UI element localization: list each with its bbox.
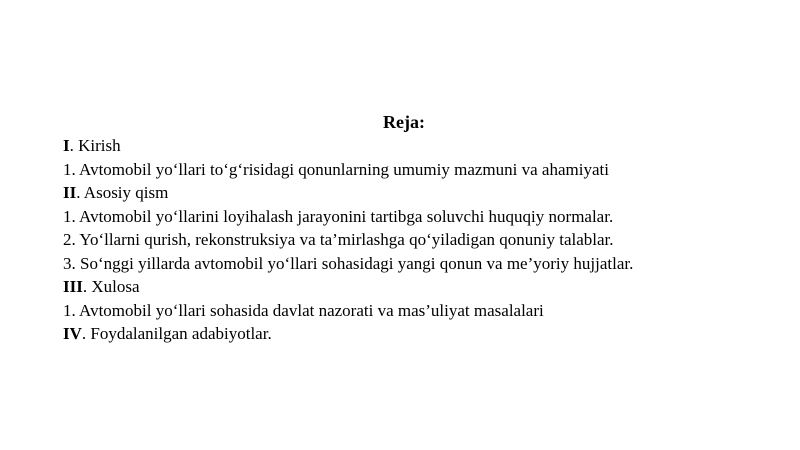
list-item: [63, 299, 783, 323]
section-label: . Xulosa: [82, 277, 140, 296]
section-numeral: I: [63, 136, 70, 155]
list-item-text: 3. So‘nggi yillarda avtomobil yo‘llari sohasidagi yangi qonun va me’yoriy hujjatlar.: [63, 253, 634, 273]
list-item-text: 2. Yo‘llarni qurish, rekonstruksiya va ta’mirlashga qo‘yiladigan qonuniy talablar.: [63, 230, 614, 249]
list-item-text: 1. Avtomobil yo‘llarini loyihalash jarayonini tartibga soluvchi huquqiy normalar.: [63, 206, 614, 226]
section-numeral: II: [63, 183, 77, 202]
list-item: [63, 228, 783, 252]
plan-title: Reja:: [383, 112, 425, 132]
list-item-text: 1. Avtomobil yo‘llari sohasida davlat nazorati va mas’uliyat masalalari: [63, 300, 544, 320]
list-item: [63, 158, 783, 182]
section-numeral: III: [63, 277, 83, 296]
list-item-text: 1. Avtomobil yo‘llari to‘g‘risidagi qonunlarning umumiy mazmuni va ahamiyati: [63, 159, 609, 179]
list-item: [63, 205, 783, 229]
section-numeral: IV: [63, 324, 82, 343]
section-label: . Foydalanilgan adabiyotlar.: [81, 324, 272, 343]
section-heading-conclusion: [63, 275, 783, 299]
section-heading-intro: [63, 134, 783, 158]
section-label: . Kirish: [69, 136, 121, 155]
section-heading-references: [63, 322, 783, 346]
section-heading-main: [63, 181, 783, 205]
list-item: [63, 252, 783, 276]
plan-list: [63, 134, 783, 346]
section-label: . Asosiy qism: [76, 183, 169, 202]
